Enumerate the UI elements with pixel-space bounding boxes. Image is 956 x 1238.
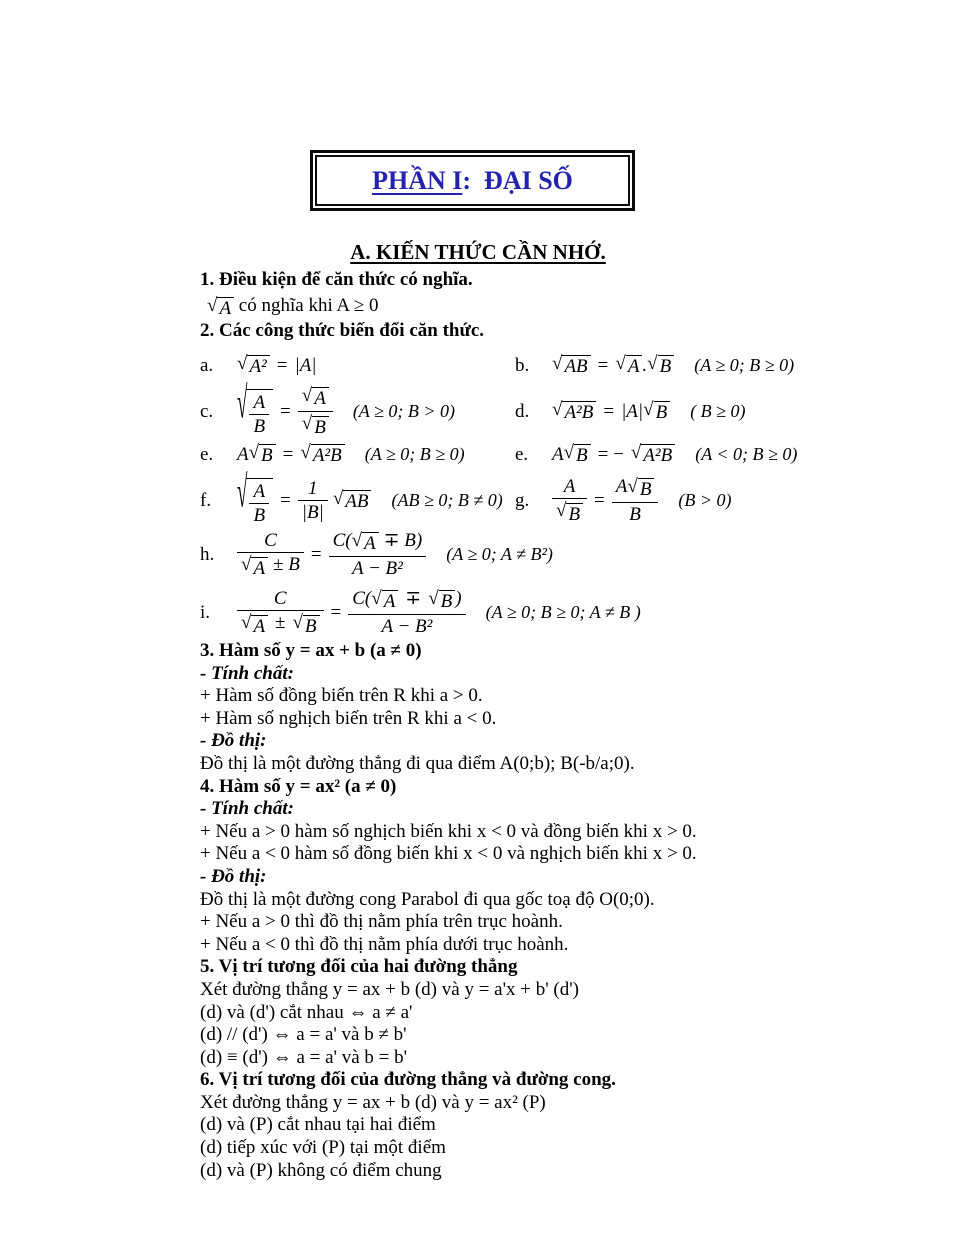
radical-sign: √ [237,379,248,430]
denominator [298,411,333,439]
formula-label: i. [200,601,211,623]
denominator: |B| [298,500,328,523]
sqrt-expression [647,353,674,379]
equals-sign: = [603,400,615,422]
text-line: (d) // (d') ⇔ a = a' và b ≠ b' [200,1024,407,1046]
condition: (A ≥ 0; B > 0) [352,401,455,422]
radical-sign: √ [300,441,311,463]
formula-c [200,379,515,439]
text-line: - Đồ thị: [200,730,267,752]
formula-b [515,352,795,379]
radical-sign: √ [237,352,248,374]
numerator: C [273,587,287,609]
sqrt-expression [300,442,344,468]
equals-sign: = [280,400,291,422]
radicand: A [251,615,268,638]
numerator: A [563,475,576,497]
formula-g-math [552,476,658,526]
formula-d-math [552,399,670,425]
sec2-title: 2. Các công thức biến đổi căn thức. [200,320,485,342]
text-line: (d) và (d') cắt nhau ⇔ a ≠ a' [200,1001,413,1023]
formula-label: e. [200,443,214,465]
radical-sign: √ [647,352,658,374]
sqrt-expression [237,468,273,526]
text-line: Đồ thị là một đường cong Parabol đi qua gốc toạ độ O(0;0). [200,888,655,910]
equals-sign: = [594,489,605,511]
denominator: B [249,503,269,526]
radical-sign: √ [643,398,654,420]
formula-e2-math [552,442,675,468]
formula-row [200,349,795,383]
text-line: + Nếu a < 0 hàm số đồng biến khi x < 0 và nghịch biến khi x > 0. [200,843,697,865]
text-line: + Nếu a > 0 hàm số nghịch biến khi x < 0 và đồng biến khi x > 0. [200,820,697,842]
numerator [329,530,427,557]
sqrt-expression [302,385,329,411]
sec6-title: 6. Vị trí tương đối của đường thẳng và đường cong. [200,1069,616,1091]
radicand: A [217,297,234,320]
radical-sign: √ [237,468,248,519]
radical-sign: √ [351,529,362,551]
numerator [298,385,333,412]
formula-f-math [237,468,371,526]
equals-minus-sign: = − [597,443,624,465]
knowledge-section [200,240,798,641]
radical-sign: √ [301,413,313,435]
text-line: + Nếu a > 0 thì đồ thị nằm phía trên trục hoành. [200,911,563,933]
text-line: Xét đường thẳng y = ax + b (d) và y = ax² (P) [200,1091,546,1113]
radicand: A [251,557,268,580]
sqrt-expression [631,442,675,468]
radicand: B [638,478,655,501]
radical-sign: √ [627,475,638,497]
radicand: B [303,615,320,638]
sqrt-expression [237,353,270,379]
condition: (A ≥ 0; B ≥ 0; A ≠ B ) [485,602,641,623]
formula-i [200,588,641,638]
radical-sign: √ [332,487,344,509]
numerator: A [253,480,266,502]
formula-row [200,439,798,471]
formula-row [200,529,780,581]
denominator: A − B² [348,614,465,637]
equals-sign: = [276,354,288,376]
radicand: AB [562,355,590,378]
radicand [246,478,273,527]
radical-sign: √ [552,352,563,374]
text-line: + Hàm số nghịch biến trên R khi a < 0. [200,707,497,729]
radical-sign: √ [552,398,563,420]
equals-sign: = [597,354,609,376]
formula-label: g. [515,489,530,511]
formula-a [200,353,515,379]
radicand: B [439,590,456,613]
sqrt-expression [564,442,591,468]
sqrt-expression [333,488,372,514]
sec5-title: 5. Vị trí tương đối của hai đường thẳng [200,956,518,978]
sqrt-expression [556,500,583,526]
denominator: B [249,414,269,437]
numerator [348,588,465,615]
formula-row [200,379,780,438]
radicand: B [566,503,583,526]
part-subject: ĐẠI SỐ [484,165,573,195]
formula-label: a. [200,354,214,376]
denominator: A − B² [329,556,427,579]
radical-sign: √ [630,441,642,463]
sqrt-expression [627,476,654,502]
sec1-condition-line [200,292,780,321]
radical-sign: √ [615,352,626,374]
sqrt-expression [207,295,234,321]
radicand: B [654,401,671,424]
formula-c-math [237,379,333,439]
formula-row [200,468,780,527]
math-term: C( [332,529,352,551]
sqrt-expression [292,612,319,638]
fraction [237,588,324,638]
text-line: + Nếu a < 0 thì đồ thị nằm phía dưới trục hoành. [200,933,569,955]
math-term: ) [455,587,462,609]
formula-label: b. [515,354,530,376]
formula-label: c. [200,400,214,422]
formula-e1 [200,442,515,468]
text-line: (d) tiếp xúc với (P) tại một điểm [200,1137,446,1159]
math-term: C( [352,587,372,609]
formula-i-math [237,588,466,638]
radicand: A [382,590,399,613]
fraction [237,530,304,580]
numerator: 1 [308,477,318,499]
radicand: B [312,416,329,439]
radicand [246,389,273,438]
denominator [552,498,587,526]
formula-e1-math [237,442,345,468]
equals-sign: = [310,543,322,565]
math-term: A [615,475,628,497]
sec1-title: 1. Điều kiện để căn thức có nghĩa. [200,269,473,290]
minus-plus-sign: ∓ [405,587,422,609]
radical-sign: √ [207,294,218,316]
fraction [249,481,269,527]
section-heading: A. KIẾN THỨC CẦN NHỚ. [350,240,606,264]
fraction [298,478,328,524]
radicand: A²B [641,444,675,467]
condition: (B > 0) [678,490,732,511]
radical-sign: √ [428,587,439,609]
math-term: ± B [273,554,300,576]
text-line: (d) và (P) cắt nhau tại hai điểm [200,1114,436,1136]
condition: (A ≥ 0; B ≥ 0) [694,355,795,376]
formula-b-math [552,353,674,379]
formula-f [200,468,515,526]
denominator: B [612,502,659,525]
condition: (A ≥ 0; B ≥ 0) [364,444,465,465]
math-term: A [237,443,249,465]
condition: (AB ≥ 0; B ≠ 0) [391,490,503,511]
radical-sign: √ [371,587,382,609]
formula-label: f. [200,489,212,511]
math-term: |A| [621,400,644,422]
radicand: A²B [311,444,345,467]
sqrt-expression [552,399,596,425]
plus-minus-sign: ± [275,612,286,634]
radicand: A² [247,355,269,378]
math-term: ∓ B) [383,529,423,551]
radicand: B [574,444,591,467]
sqrt-expression [352,530,379,556]
part-label: PHẦN I [372,165,463,195]
text-line: (d) và (P) không có điểm chung [200,1159,442,1181]
radicand: B [259,444,276,467]
sqrt-expression [615,353,642,379]
math-term: A [552,443,564,465]
radical-sign: √ [241,554,252,576]
formula-h-math [237,530,426,580]
sec3-title: 3. Hàm số y = ax + b (a ≠ 0) [200,640,422,661]
text-line: - Tính chất: [200,798,294,820]
formula-label: e. [515,443,529,465]
radical-sign: √ [241,612,252,634]
fraction [329,530,427,580]
sec4-title: 4. Hàm số y = ax² (a ≠ 0) [200,775,397,797]
equals-sign: = [280,489,291,511]
formula-g [515,476,780,526]
radical-sign: √ [556,500,567,522]
sqrt-expression [237,379,273,437]
radicand: AB [343,490,371,513]
numerator: A [253,391,266,413]
radicand: A [312,387,329,410]
title-box [310,150,635,211]
text-line: Đồ thị là một đường thẳng đi qua điểm A(0;b); B(-b/a;0). [200,752,635,774]
sqrt-expression [428,588,455,614]
dot-operator: . [642,354,648,376]
numerator [612,476,659,503]
sqrt-expression [241,554,268,580]
sqrt-expression [249,442,276,468]
radical-sign: √ [248,441,260,463]
sqrt-expression [302,413,329,439]
formula-d [515,399,780,425]
text-line: (d) ≡ (d') ⇔ a = a' và b = b' [200,1046,408,1068]
condition: ( B ≥ 0) [690,401,746,422]
title-box-inner [315,155,630,206]
sqrt-expression [241,612,268,638]
denominator [237,552,304,580]
formula-label: h. [200,543,215,565]
text-line: - Tính chất: [200,662,294,684]
radical-sign: √ [301,384,313,406]
fraction [612,476,659,526]
fraction [249,392,269,438]
sqrt-expression [371,588,398,614]
sqrt-expression [552,353,591,379]
fraction [552,476,587,526]
math-term: |A| [294,354,317,376]
formula-label: d. [515,400,530,422]
radicand: B [658,355,675,378]
condition: (A ≥ 0; A ≠ B²) [446,544,553,565]
formula-h [200,530,553,580]
condition: (A < 0; B ≥ 0) [695,444,798,465]
radicand: A²B [562,401,596,424]
sqrt-expression [643,399,670,425]
text-line: Xét đường thẳng y = ax + b (d) và y = a'x + b' (d') [200,978,579,1000]
text-line: + Hàm số đồng biến trên R khi a > 0. [200,685,483,707]
sec1-text: có nghĩa khi A ≥ 0 [234,294,379,316]
radicand: A [626,355,643,378]
radicand: A [362,532,379,555]
fraction [298,385,333,439]
part-colon: : [462,165,472,195]
equals-sign: = [282,443,294,465]
equals-sign: = [330,601,342,623]
radical-sign: √ [292,612,303,634]
formula-e2 [515,441,798,468]
page-title [372,166,573,196]
denominator [237,610,324,638]
fraction [348,588,465,638]
function-sections [200,640,840,1182]
radical-sign: √ [563,441,575,463]
formula-a-math [237,353,317,379]
numerator: C [264,529,277,551]
text-line: - Đồ thị: [200,865,267,887]
formula-row [200,585,780,641]
